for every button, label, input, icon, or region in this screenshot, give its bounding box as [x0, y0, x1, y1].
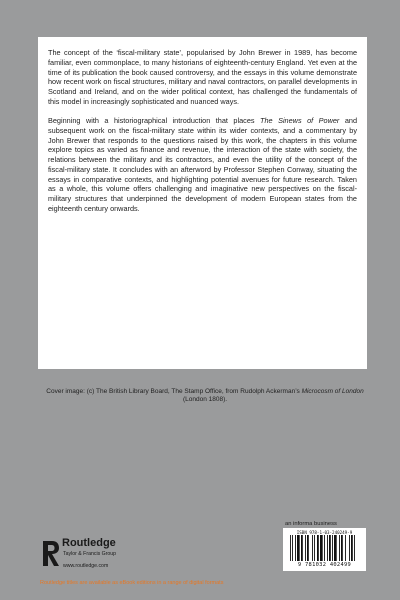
blurb-panel [38, 37, 367, 369]
book-title-reference: The Sinews of Power [260, 116, 340, 126]
ebook-availability-note: Routledge titles are available as eBook editions in a range of digital formats [40, 580, 224, 586]
credit-source-title: Microcosm of London [301, 388, 364, 395]
blurb-paragraph-1: The concept of the ‘fiscal-military state’, popularised by John Brewer in 1989, has become familiar, even commonplace, to many historians of eighteenth-century England. Yet even at the time of its publication the book caused controversy, and the essays in this volume demonstrate how recent work on fiscal structures, military and naval contractors, on parallel developments in Scotland and Ireland, and on the wider political context, has challenged the fundamentals of this model in increasingly sophisticated and nuanced ways. [48, 48, 357, 106]
publisher-url: www.routledge.com [63, 563, 109, 569]
isbn-label: ISBN 978-1-03-240249-9 [296, 530, 353, 535]
barcode-digits: 9 781032 402499 [297, 562, 352, 568]
routledge-logo-icon [40, 539, 62, 568]
informa-tagline: an informa business [285, 521, 337, 527]
barcode-bars [290, 535, 359, 561]
blurb-paragraph-2-rest: and subsequent work on the fiscal-military state within its wider contexts, and a commentary by John Brewer that responds to the questions raised by this work, the chapters in this volume explore topics as varied as finance and revenue, the interaction of the state with society, the relations between the military and its contractors, and even the utility of the concept of the fiscal-military state. It concludes with an afterword by Professor Stephen Conway, situating the essays in comparative contexts, and highlighting potential avenues for future research. Taken as a whole, this volume offers challenging and imaginative new perspectives on the fiscal-military structures that underpinned the development of modern European states from the eighteenth century onwards. [48, 116, 358, 213]
blurb-paragraph-2 [48, 116, 357, 214]
credit-text-start: Cover image: (c) The British Library Board, The Stamp Office, from Rudolph Ackerman’s [46, 388, 302, 395]
cover-image-credit [40, 388, 370, 405]
publisher-group: Taylor & Francis Group [63, 551, 117, 557]
credit-text-end: (London 1808). [182, 396, 228, 404]
blurb-paragraph-2-start: Beginning with a historiographical introduction that places [48, 116, 261, 126]
isbn-barcode [283, 528, 366, 571]
publisher-name: Routledge [62, 537, 116, 549]
